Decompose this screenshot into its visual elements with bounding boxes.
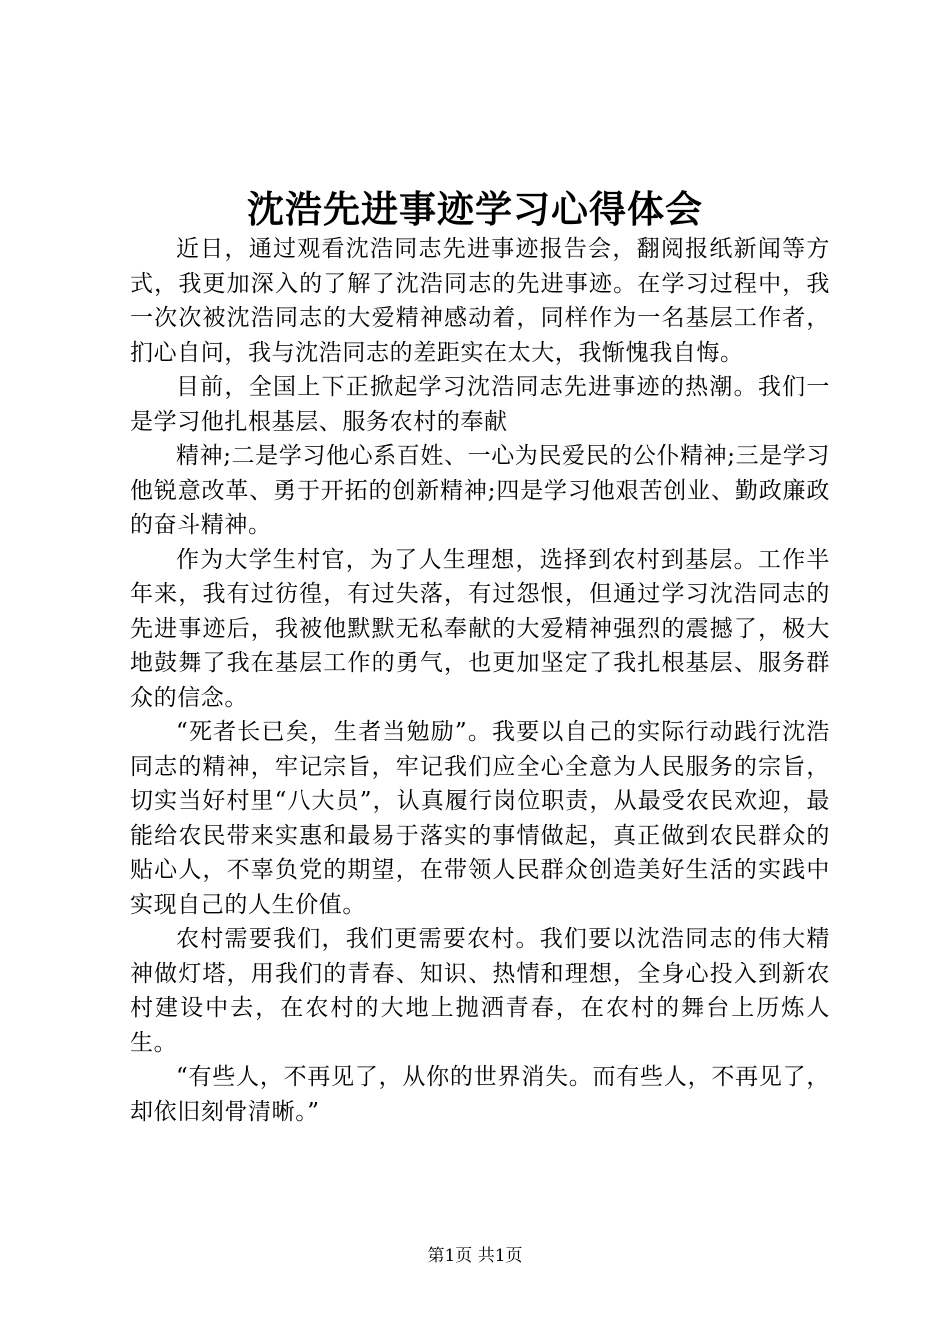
paragraph-1: 近日，通过观看沈浩同志先进事迹报告会，翻阅报纸新闻等方式，我更加深入的了解了沈浩同志的先进事迹。在学习过程中，我一次次被沈浩同志的大爱精神感动着，同样作为一名基层工作者，扪心自问，我与沈浩同志的差距实在太大，我惭愧我自悔。: [130, 236, 830, 366]
paragraph-5: “死者长已矣，生者当勉励”。我要以自己的实际行动践行沈浩同志的精神，牢记宗旨，牢记我们应全心全意为人民服务的宗旨，切实当好村里“八大员”，认真履行岗位职责，从最受农民欢迎，最能给农民带来实惠和最易于落实的事情做起，真正做到农民群众的贴心人，不辜负党的期望，在带领人民群众创造美好生活的实践中实现自己的人生价值。: [130, 719, 830, 918]
paragraph-6: 农村需要我们，我们更需要农村。我们要以沈浩同志的伟大精神做灯塔，用我们的青春、知识、热情和理想，全身心投入到新农村建设中去，在农村的大地上抛洒青春，在农村的舞台上历炼人生。: [130, 926, 830, 1056]
document-body: [130, 232, 830, 1129]
document-title: 沈浩先进事迹学习心得体会: [247, 187, 703, 231]
page-footer: 第1页 共1页: [427, 1246, 523, 1266]
paragraph-3: 精神;二是学习他心系百姓、一心为民爱民的公仆精神;三是学习他锐意改革、勇于开拓的创新精神;四是学习他艰苦创业、勤政廉政的奋斗精神。: [130, 443, 830, 538]
paragraph-4: 作为大学生村官，为了人生理想，选择到农村到基层。工作半年来，我有过彷徨，有过失落，有过怨恨，但通过学习沈浩同志的先进事迹后，我被他默默无私奉献的大爱精神强烈的震撼了，极大地鼓舞了我在基层工作的勇气，也更加坚定了我扎根基层、服务群众的信念。: [130, 546, 830, 711]
paragraph-7: “有些人，不再见了，从你的世界消失。而有些人，不再见了，却依旧刻骨清晰。”: [130, 1064, 830, 1125]
paragraph-2: 目前，全国上下正掀起学习沈浩同志先进事迹的热潮。我们一是学习他扎根基层、服务农村的奉献: [130, 374, 830, 435]
